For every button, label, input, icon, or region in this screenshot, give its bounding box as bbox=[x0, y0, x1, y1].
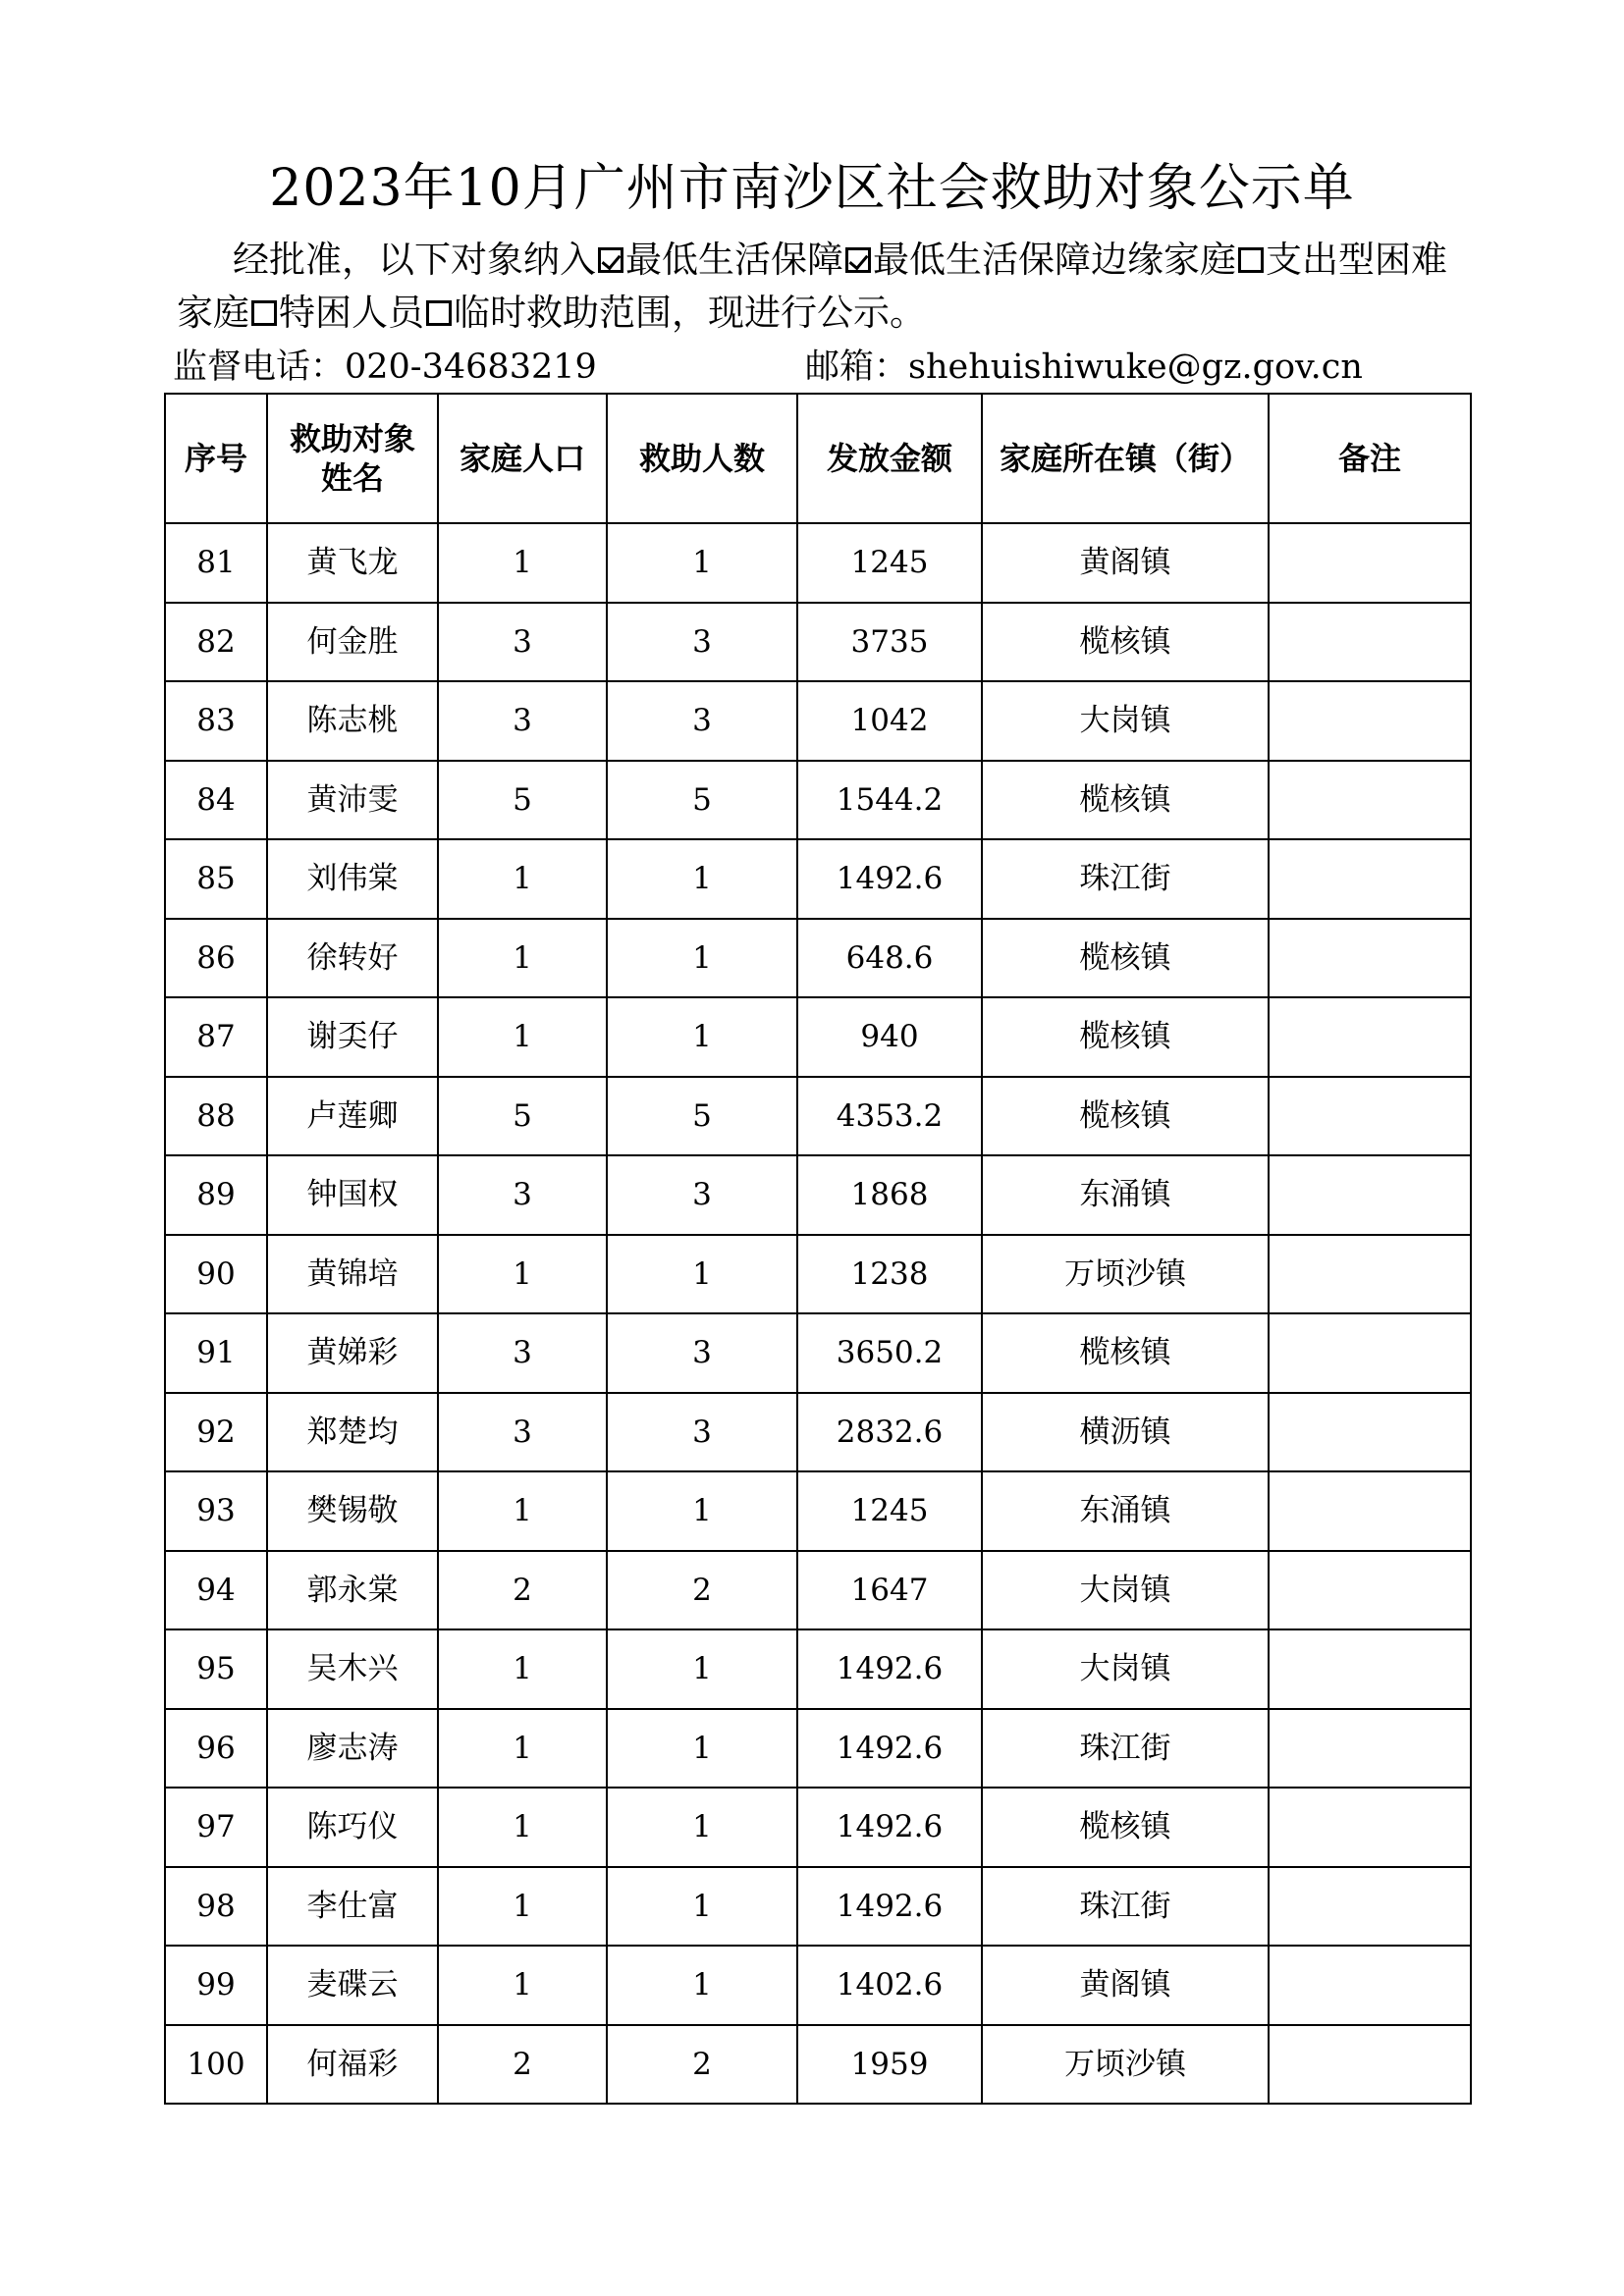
cell-town: 榄核镇 bbox=[982, 1077, 1269, 1156]
cell-aided: 3 bbox=[607, 1155, 797, 1235]
cell-index: 88 bbox=[165, 1077, 267, 1156]
cell-remark bbox=[1269, 1867, 1471, 1947]
cell-household: 1 bbox=[438, 523, 607, 603]
cell-town: 东涌镇 bbox=[982, 1155, 1269, 1235]
cell-index: 99 bbox=[165, 1946, 267, 2025]
cell-town: 珠江街 bbox=[982, 839, 1269, 919]
cell-remark bbox=[1269, 1709, 1471, 1789]
table-row bbox=[165, 681, 1471, 761]
cell-remark bbox=[1269, 1946, 1471, 2025]
cell-index: 91 bbox=[165, 1313, 267, 1393]
cell-name: 陈志桃 bbox=[267, 681, 438, 761]
cell-household: 5 bbox=[438, 761, 607, 840]
page-title: 2023年10月广州市南沙区社会救助对象公示单 bbox=[269, 159, 1355, 218]
table-row bbox=[165, 523, 1471, 603]
cell-index: 93 bbox=[165, 1471, 267, 1551]
cell-aided: 5 bbox=[607, 761, 797, 840]
cell-amount: 4353.2 bbox=[797, 1077, 982, 1156]
cell-remark bbox=[1269, 919, 1471, 998]
cell-remark bbox=[1269, 839, 1471, 919]
cell-remark bbox=[1269, 1313, 1471, 1393]
cell-index: 82 bbox=[165, 603, 267, 682]
cell-aided: 1 bbox=[607, 1235, 797, 1314]
cell-name: 吴木兴 bbox=[267, 1629, 438, 1709]
cell-aided: 2 bbox=[607, 2025, 797, 2105]
cell-household: 1 bbox=[438, 919, 607, 998]
intro-prefix: 经批准，以下对象纳入 bbox=[233, 239, 596, 281]
cell-household: 1 bbox=[438, 1788, 607, 1867]
empty-box-icon bbox=[251, 300, 277, 326]
cell-amount: 2832.6 bbox=[797, 1393, 982, 1472]
cell-name: 黄娣彩 bbox=[267, 1313, 438, 1393]
cell-amount: 1492.6 bbox=[797, 1709, 982, 1789]
intro-suffix: 范围，现进行公示。 bbox=[599, 292, 926, 334]
cell-aided: 1 bbox=[607, 1867, 797, 1947]
cell-aided: 1 bbox=[607, 1629, 797, 1709]
cell-town: 黄阁镇 bbox=[982, 1946, 1269, 2025]
cell-index: 89 bbox=[165, 1155, 267, 1235]
cell-index: 81 bbox=[165, 523, 267, 603]
cell-amount: 1492.6 bbox=[797, 839, 982, 919]
assistance-table bbox=[164, 393, 1472, 2105]
cell-name: 卢莲卿 bbox=[267, 1077, 438, 1156]
table-row bbox=[165, 761, 1471, 840]
option-label: 最低生活保障边缘家庭 bbox=[873, 239, 1236, 281]
cell-amount: 1492.6 bbox=[797, 1867, 982, 1947]
cell-name: 廖志涛 bbox=[267, 1709, 438, 1789]
table-row bbox=[165, 1155, 1471, 1235]
cell-index: 87 bbox=[165, 997, 267, 1077]
cell-town: 横沥镇 bbox=[982, 1393, 1269, 1472]
cell-remark bbox=[1269, 1788, 1471, 1867]
cell-aided: 1 bbox=[607, 997, 797, 1077]
cell-remark bbox=[1269, 1471, 1471, 1551]
intro-paragraph bbox=[177, 234, 1473, 340]
header-remark: 备注 bbox=[1269, 394, 1471, 523]
table-row bbox=[165, 1393, 1471, 1472]
cell-name: 麦碟云 bbox=[267, 1946, 438, 2025]
cell-household: 1 bbox=[438, 839, 607, 919]
cell-remark bbox=[1269, 1393, 1471, 1472]
cell-household: 3 bbox=[438, 1313, 607, 1393]
cell-index: 86 bbox=[165, 919, 267, 998]
cell-household: 1 bbox=[438, 997, 607, 1077]
checked-box-icon bbox=[845, 247, 871, 273]
cell-name: 何福彩 bbox=[267, 2025, 438, 2105]
header-index: 序号 bbox=[165, 394, 267, 523]
cell-name: 李仕富 bbox=[267, 1867, 438, 1947]
supervision-phone: 监督电话：020-34683219 bbox=[173, 347, 597, 387]
cell-town: 大岗镇 bbox=[982, 681, 1269, 761]
cell-town: 榄核镇 bbox=[982, 1788, 1269, 1867]
table-row bbox=[165, 1077, 1471, 1156]
table-row bbox=[165, 997, 1471, 1077]
header-name bbox=[267, 394, 438, 523]
cell-name: 郑楚均 bbox=[267, 1393, 438, 1472]
cell-name: 樊锡敬 bbox=[267, 1471, 438, 1551]
cell-name: 黄沛雯 bbox=[267, 761, 438, 840]
cell-household: 1 bbox=[438, 1471, 607, 1551]
cell-aided: 3 bbox=[607, 603, 797, 682]
cell-household: 5 bbox=[438, 1077, 607, 1156]
cell-name: 陈巧仪 bbox=[267, 1788, 438, 1867]
cell-name: 谢奀仔 bbox=[267, 997, 438, 1077]
table-row bbox=[165, 1629, 1471, 1709]
cell-name: 黄飞龙 bbox=[267, 523, 438, 603]
cell-remark bbox=[1269, 1629, 1471, 1709]
cell-remark bbox=[1269, 1551, 1471, 1630]
cell-household: 2 bbox=[438, 1551, 607, 1630]
header-household: 家庭人口 bbox=[438, 394, 607, 523]
cell-name: 徐转好 bbox=[267, 919, 438, 998]
cell-name: 郭永棠 bbox=[267, 1551, 438, 1630]
cell-remark bbox=[1269, 1077, 1471, 1156]
cell-aided: 5 bbox=[607, 1077, 797, 1156]
table-row bbox=[165, 919, 1471, 998]
header-town: 家庭所在镇（街） bbox=[982, 394, 1269, 523]
cell-index: 85 bbox=[165, 839, 267, 919]
cell-remark bbox=[1269, 1155, 1471, 1235]
cell-household: 1 bbox=[438, 1235, 607, 1314]
cell-amount: 1238 bbox=[797, 1235, 982, 1314]
cell-index: 100 bbox=[165, 2025, 267, 2105]
option-label: 最低生活保障 bbox=[625, 239, 843, 281]
cell-aided: 3 bbox=[607, 1393, 797, 1472]
cell-amount: 1868 bbox=[797, 1155, 982, 1235]
option-label: 特困人员 bbox=[279, 292, 424, 334]
empty-box-icon bbox=[426, 300, 452, 326]
contact-email: 邮箱：shehuishiwuke@gz.gov.cn bbox=[805, 347, 1363, 387]
cell-town: 榄核镇 bbox=[982, 603, 1269, 682]
cell-amount: 1245 bbox=[797, 1471, 982, 1551]
table-row bbox=[165, 1867, 1471, 1947]
cell-remark bbox=[1269, 603, 1471, 682]
cell-amount: 648.6 bbox=[797, 919, 982, 998]
cell-amount: 1402.6 bbox=[797, 1946, 982, 2025]
cell-town: 榄核镇 bbox=[982, 761, 1269, 840]
cell-town: 珠江街 bbox=[982, 1867, 1269, 1947]
table-row bbox=[165, 1709, 1471, 1789]
cell-town: 东涌镇 bbox=[982, 1471, 1269, 1551]
table-row bbox=[165, 603, 1471, 682]
cell-household: 2 bbox=[438, 2025, 607, 2105]
cell-aided: 1 bbox=[607, 523, 797, 603]
cell-town: 榄核镇 bbox=[982, 1313, 1269, 1393]
cell-aided: 2 bbox=[607, 1551, 797, 1630]
checked-box-icon bbox=[598, 247, 623, 273]
cell-aided: 1 bbox=[607, 1946, 797, 2025]
cell-remark bbox=[1269, 523, 1471, 603]
cell-remark bbox=[1269, 681, 1471, 761]
empty-box-icon bbox=[1238, 247, 1264, 273]
cell-remark bbox=[1269, 761, 1471, 840]
table-row bbox=[165, 1313, 1471, 1393]
header-aided: 救助人数 bbox=[607, 394, 797, 523]
table-row bbox=[165, 1946, 1471, 2025]
cell-town: 大岗镇 bbox=[982, 1551, 1269, 1630]
table-row bbox=[165, 1551, 1471, 1630]
cell-town: 榄核镇 bbox=[982, 997, 1269, 1077]
cell-index: 83 bbox=[165, 681, 267, 761]
cell-aided: 1 bbox=[607, 1709, 797, 1789]
table-row bbox=[165, 1471, 1471, 1551]
cell-household: 1 bbox=[438, 1946, 607, 2025]
cell-town: 榄核镇 bbox=[982, 919, 1269, 998]
table-row bbox=[165, 839, 1471, 919]
table-row bbox=[165, 1788, 1471, 1867]
cell-aided: 1 bbox=[607, 919, 797, 998]
header-name-line2: 姓名 bbox=[320, 459, 384, 497]
cell-amount: 940 bbox=[797, 997, 982, 1077]
cell-index: 90 bbox=[165, 1235, 267, 1314]
cell-amount: 1647 bbox=[797, 1551, 982, 1630]
cell-remark bbox=[1269, 997, 1471, 1077]
cell-household: 3 bbox=[438, 1393, 607, 1472]
cell-aided: 1 bbox=[607, 1788, 797, 1867]
table-row bbox=[165, 1235, 1471, 1314]
cell-amount: 1245 bbox=[797, 523, 982, 603]
cell-household: 3 bbox=[438, 1155, 607, 1235]
cell-amount: 3735 bbox=[797, 603, 982, 682]
cell-household: 1 bbox=[438, 1629, 607, 1709]
cell-household: 3 bbox=[438, 603, 607, 682]
cell-aided: 1 bbox=[607, 839, 797, 919]
table-header-row bbox=[165, 394, 1471, 523]
cell-aided: 3 bbox=[607, 1313, 797, 1393]
cell-name: 钟国权 bbox=[267, 1155, 438, 1235]
cell-remark bbox=[1269, 1235, 1471, 1314]
cell-town: 万顷沙镇 bbox=[982, 1235, 1269, 1314]
header-amount: 发放金额 bbox=[797, 394, 982, 523]
cell-town: 万顷沙镇 bbox=[982, 2025, 1269, 2105]
cell-amount: 1492.6 bbox=[797, 1788, 982, 1867]
cell-household: 1 bbox=[438, 1709, 607, 1789]
cell-index: 94 bbox=[165, 1551, 267, 1630]
cell-index: 95 bbox=[165, 1629, 267, 1709]
option-label: 支出型困难家庭 bbox=[177, 239, 1447, 334]
cell-town: 大岗镇 bbox=[982, 1629, 1269, 1709]
cell-remark bbox=[1269, 2025, 1471, 2105]
cell-name: 刘伟棠 bbox=[267, 839, 438, 919]
cell-household: 1 bbox=[438, 1867, 607, 1947]
cell-town: 珠江街 bbox=[982, 1709, 1269, 1789]
cell-index: 97 bbox=[165, 1788, 267, 1867]
cell-name: 黄锦培 bbox=[267, 1235, 438, 1314]
cell-amount: 1544.2 bbox=[797, 761, 982, 840]
cell-aided: 1 bbox=[607, 1471, 797, 1551]
cell-aided: 3 bbox=[607, 681, 797, 761]
cell-name: 何金胜 bbox=[267, 603, 438, 682]
cell-index: 92 bbox=[165, 1393, 267, 1472]
cell-amount: 1959 bbox=[797, 2025, 982, 2105]
cell-index: 84 bbox=[165, 761, 267, 840]
cell-index: 98 bbox=[165, 1867, 267, 1947]
cell-town: 黄阁镇 bbox=[982, 523, 1269, 603]
option-label: 临时救助 bbox=[454, 292, 599, 334]
cell-amount: 3650.2 bbox=[797, 1313, 982, 1393]
header-name-line1: 救助对象 bbox=[289, 420, 415, 457]
cell-household: 3 bbox=[438, 681, 607, 761]
cell-amount: 1492.6 bbox=[797, 1629, 982, 1709]
cell-amount: 1042 bbox=[797, 681, 982, 761]
table-row bbox=[165, 2025, 1471, 2105]
cell-index: 96 bbox=[165, 1709, 267, 1789]
